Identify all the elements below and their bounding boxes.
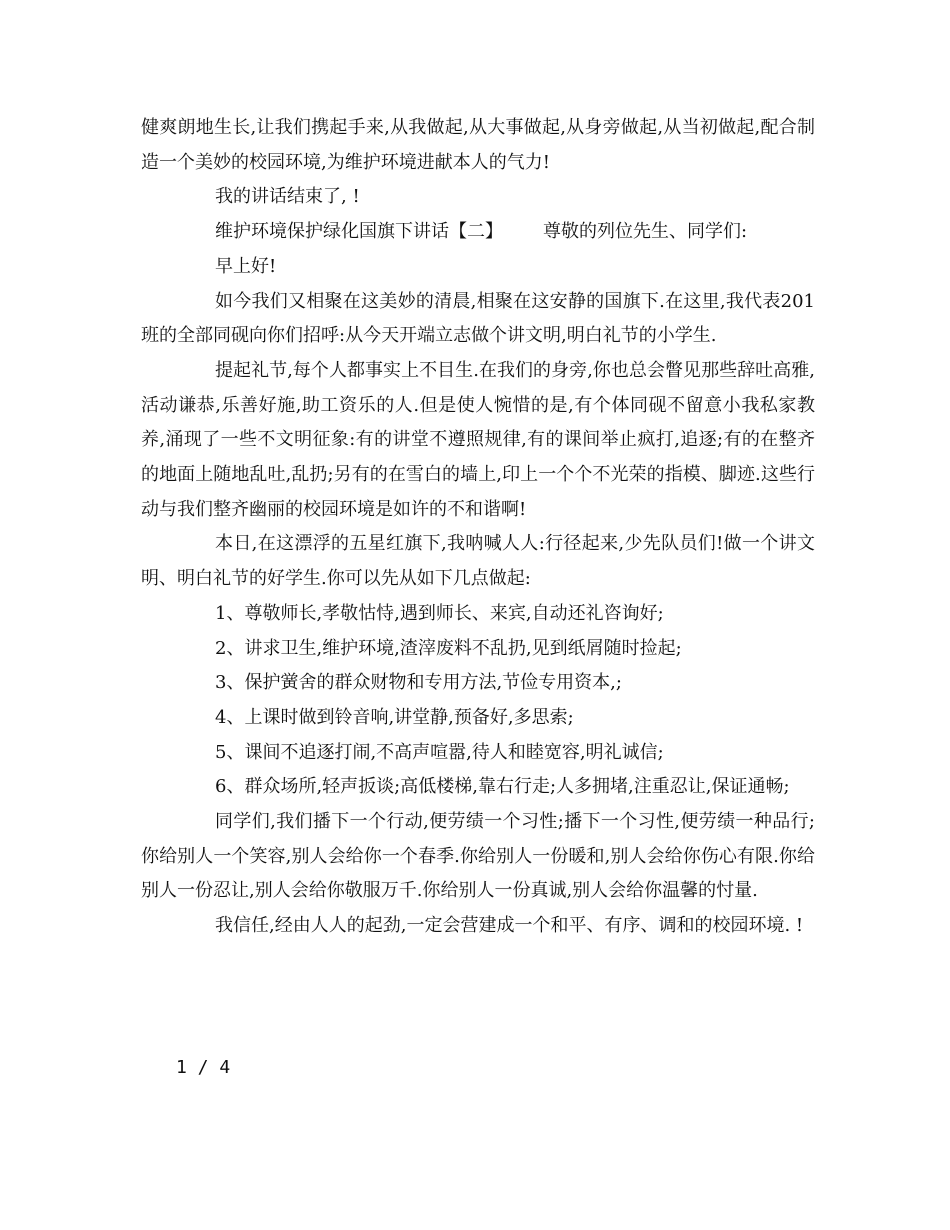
list-item-4: 4、上课时做到铃音响,讲堂静,预备好,多思索; [215,706,574,728]
list-item-6: 6、群众场所,轻声扳谈;高低楼梯,靠右行走;人多拥堵,注重忍让,保证通畅; [215,776,790,798]
document-page [141,111,815,944]
body-paragraph-2: 提起礼节,每个人都事实上不目生.在我们的身旁,你也总会瞥见那些辞吐高雅,活动谦恭,乐善好施,助工资乐的人.但是使人惋惜的是,有个体同砚不留意小我私家教养,涌现了一些不文明征象:有的讲堂不遵照规律,有的课间举止疯打,追逐;有的在整齐的地面上随地乱吐,乱扔;另有的在雪白的墙上,印上一个个不光荣的指模、脚迹.这些行动与我们整齐幽丽的校园环境是如许的不和谐啊! [141,359,815,520]
body-paragraph-3: 本日,在这漂浮的五星红旗下,我呐喊人人:行径起来,少先队员们!做一个讲文明、明白礼节的好学生.你可以先从如下几点做起: [141,533,815,590]
list-item-2: 2、讲求卫生,维护环境,渣滓废料不乱扔,见到纸屑随时捡起; [215,637,682,659]
closing-paragraph-1: 同学们,我们播下一个行动,便劳绩一个习性;播下一个习性,便劳绩一种品行;你给别人一个笑容,别人会给你一个春季.你给别人一份暖和,别人会给你伤心有限.你给别人一份忍让,别人会给你敬服万千.你给别人一份真诚,别人会给你温馨的忖量. [141,811,815,902]
section-title: 维护环境保护绿化国旗下讲话【二】 [215,221,503,243]
page-number: 1 / 4 [176,1057,231,1078]
paragraph-speech-end: 我的讲话结束了, ! [215,186,360,208]
closing-paragraph-2: 我信任,经由人人的起劲,一定会营建成一个和平、有序、调和的校园环境. ! [215,915,804,937]
salutation: 尊敬的列位先生、同学们: [543,221,748,243]
body-paragraph-1: 如今我们又相聚在这美妙的清晨,相聚在这安静的国旗下.在这里,我代表201班的全部同砚向你们招呼:从今天开端立志做个讲文明,明白礼节的小学生. [141,290,815,347]
section-heading-line [141,215,815,250]
list-item-3: 3、保护黉舍的群众财物和专用方法,节俭专用资本,; [215,672,622,694]
paragraph-continuation: 健爽朗地生长,让我们携起手来,从我做起,从大事做起,从身旁做起,从当初做起,配合制造一个美妙的校园环境,为维护环境进献本人的气力! [141,117,815,173]
list-item-1: 1、尊敬师长,孝敬怙恃,遇到师长、来宾,自动还礼咨询好; [215,602,664,624]
greeting: 早上好! [215,255,277,277]
list-item-5: 5、课间不追逐打闹,不高声喧嚣,待人和睦宽容,明礼诚信; [215,741,664,763]
